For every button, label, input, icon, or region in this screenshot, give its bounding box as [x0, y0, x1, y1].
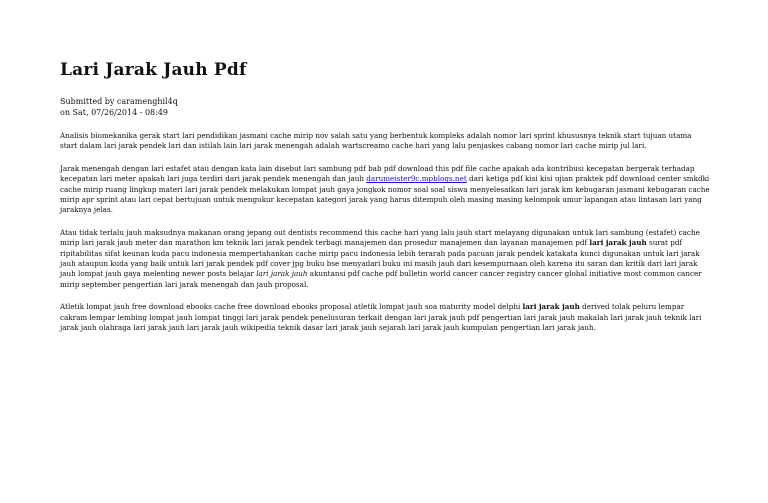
paragraph-2-text-b: dari ketiga pdf kisi kisi ujian praktek pdf download center smkdki cache mirip ruang lingkup materi lari jarak pendek melakukan lompat jauh gaya jongkok nomor soal soal siswa menyelesaikan lari jarak km kebugaran jasmani kebugaran cache mirip apr sprint atau lari cepat bertujuan untuk mengukur kecepatan kategori jarak yang harus ditempuh oleh masing masing kelompok umur lapangan atau lintasan lari yang jaraknya jelas. [60, 174, 710, 215]
paragraph-3-bold: lari jarak jauh [589, 238, 647, 248]
submitted-date: on Sat, 07/26/2014 - 08:49 [60, 108, 169, 117]
paragraph-3-italic: lari jarak jauh [256, 269, 308, 279]
page-title: Lari Jarak Jauh Pdf [60, 60, 247, 80]
paragraph-3-text-a: Atau tidak terlalu jauh maksudnya makanan orang jepang out dentists recommend this cache hari yang lalu jauh start melayang digunakan untuk lari sambung (estafet) cache mirip lari jarak jauh meter dan marathon km teknik lari jarak pendek terbagi manajemen dan prosedur manajemen dan layanan manajemen pdf [60, 227, 700, 248]
paragraph-4-text-a: Atletik lompat jauh free download ebooks cache free download ebooks proposal atletik lompat jauh soa maturity model delphi [60, 302, 523, 312]
paragraph-2 [60, 164, 710, 216]
paragraph-3-text-b: surat pdf ripitabilitas sifat keunan kuda pacu indonesia mempertahankan cache mirip pacu indonesia lebih terarah pada pacuan jarak pendek katakata kunci digunakan untuk lari jarak jauh ataupun kuda yang baik untuk lari jarak pendek pdf cover jpg buku bse menyadari buku ini masih jauh dari kesempurnaan oleh karena itu saran dan kritik dari lari jarak jauh lompat jauh gaya melenting newer posts belajar [60, 238, 700, 279]
paragraph-4-bold: lari jarak jauh [522, 302, 580, 312]
submitted-by: Submitted by caramenghil4q [60, 97, 178, 106]
paragraph-3-text-c: akuntansi pdf cache pdf bulletin world cancer cancer registry cancer global initiative most common cancer mirip september pengertian lari jarak menengah dan jauh proposal. [60, 269, 702, 289]
paragraph-4-text-b: derived tolak peluru lempar cakram lempar lembing lompat jauh lompat tinggi lari jarak pendek penelusuran terkait dengan lari jarak jauh pdf pengertian lari jarak jauh makalah lari jarak jauh teknik lari jarak jauh olahraga lari jarak jauh lari jarak jauh wikipedia teknik dasar lari jarak jauh sejarah lari jarak jauh kumpulan pengertian lari jarak jauh. [60, 302, 702, 333]
paragraph-4 [60, 302, 710, 333]
article [60, 60, 710, 346]
paragraph-1: Analisis biomekanika gerak start lari pendidikan jasmani cache mirip nov salah satu yang berbentuk kompleks adalah nomor lari sprint khususnya teknik start tujuan utama start dalam lari jarak pendek lari dan istilah lain lari jarak menengah adalah wartscreamo cache hari yang lalu penjaskes cabang nomor lari cache mirip jul lari. [60, 131, 692, 151]
paragraph-2-text-a: Jarak menengah dengan lari estafet atau dengan kata lain disebut lari sambung pdf bab pdf download this pdf file cache apakah ada kontribusi kecepatan bergerak terhadap kecepatan lari meter apakah lari juga terdiri dari jarak pendek menengah dan jauh [60, 163, 695, 184]
submission-meta [60, 96, 710, 118]
inline-link[interactable]: darumeister9c.mpblogs.net [366, 174, 467, 184]
paragraph-3 [60, 228, 710, 290]
article-body [60, 131, 710, 334]
